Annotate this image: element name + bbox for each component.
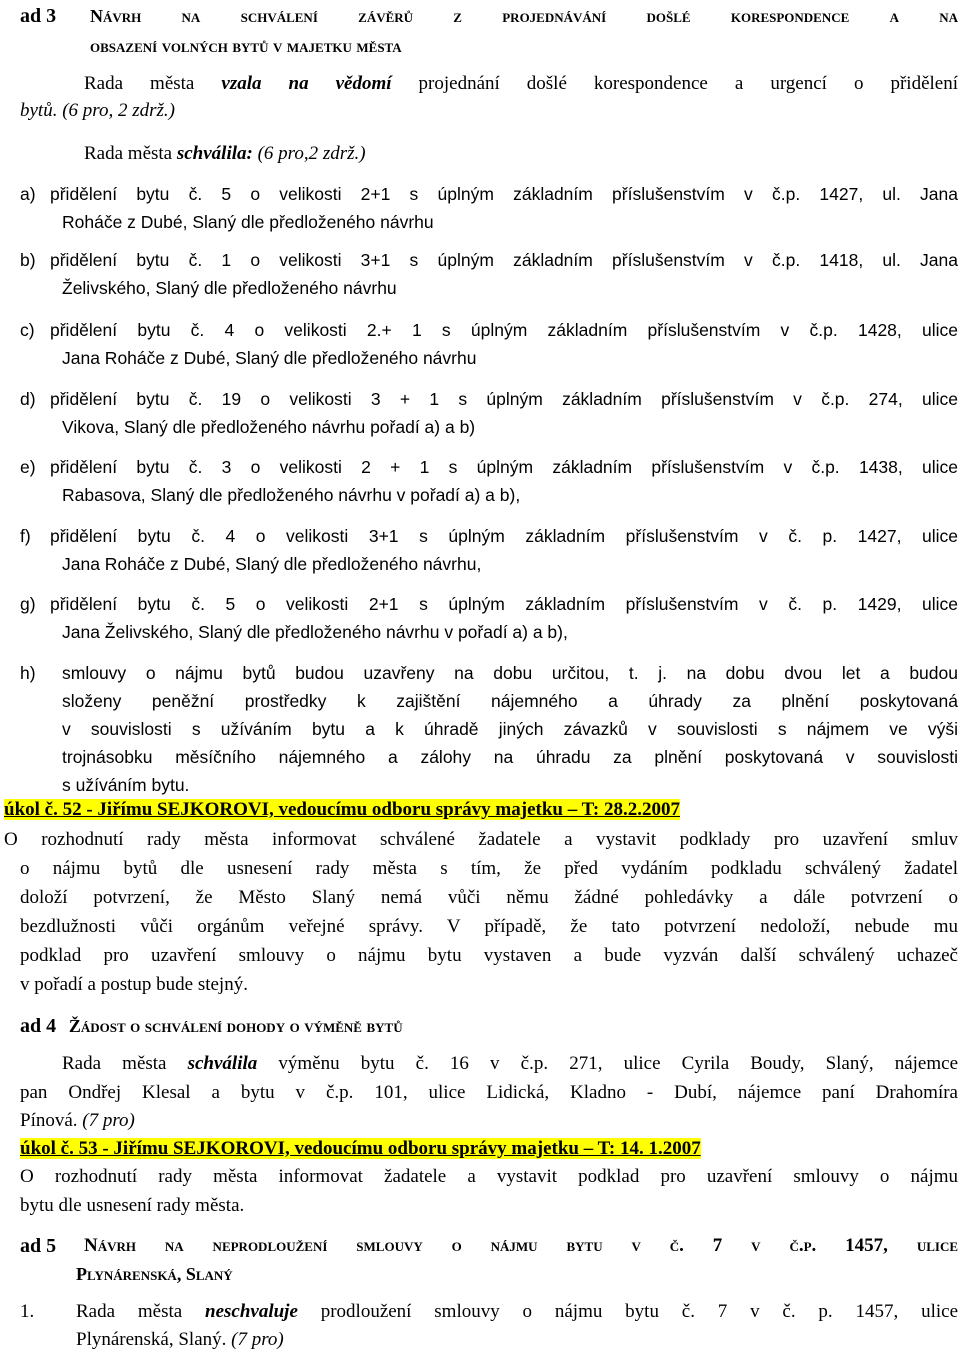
emphasis-neschvaluje: neschvaluje [205,1301,298,1322]
ad3-paragraph-1-line2: bytů. (6 pro, 2 zdrž.) [20,100,175,121]
ad3-title-line2: obsazení volných bytů v majetku města [90,36,402,56]
emphasis-vzala: vzala na vědomí [221,73,392,94]
ad4-paragraph-line2: pan Ondřej Klesal a bytu v č.p. 101, ulice Lidická, Kladno - Dubí, nájemce paní Drahomíra [20,1082,958,1103]
task-52-line4: bezdlužnosti vůči orgánům veřejné správy. V případě, že tato potvrzení nedoloží, nebude mu [20,916,958,937]
list-item-f: f) přidělení bytu č. 4 o velikosti 3+1 s úplným základním příslušenstvím v č. p. 1427, ulice Jana Roháče z Dubé, Slaný dle předloženého návrhu, [20,526,958,574]
ad4-paragraph-line1: Rada města schválila výměnu bytu č. 16 v č.p. 271, ulice Cyrila Boudy, Slaný, nájemce [62,1053,959,1074]
task-52-line2: o nájmu bytů dle usnesení rady města s tím, že před vydáním podkladu schválený žadatel [20,858,958,879]
list-item-e: e) přidělení bytu č. 3 o velikosti 2 + 1 s úplným základním příslušenstvím v č.p. 1438, ulice Rabasova, Slaný dle předloženého návrhu v pořadí a) a b), [20,457,958,505]
emphasis-schvalila-ad4: schválila [187,1053,258,1074]
ad5-item-1: 1. Rada města neschvaluje prodloužení smlouvy o nájmu bytu č. 7 v č. p. 1457, ulice Plynárenská, Slaný. (7 pro) [20,1301,958,1350]
task-53-heading: úkol č. 53 - Jiřímu SEJKOROVI, vedoucímu odboru správy majetku – T: 14. 1.2007 [20,1138,701,1159]
task-53-line2: bytu dle usnesení rady města. [20,1195,245,1216]
ad3-title-line1: Návrh na schválení závěrů z projednávání došlé korespondence a na [90,6,958,26]
list-item-a: a) přidělení bytu č. 5 o velikosti 2+1 s úplným základním příslušenstvím v č.p. 1427, ul. Jana Roháče z Dubé, Slaný dle předloženého návrhu [20,184,958,232]
ad4-heading [20,1012,403,1041]
ad5-title-line2: Plynárenská, Slaný [76,1264,233,1284]
ad4-title: Žádost o schválení dohody o výměně bytů [68,1016,403,1036]
emphasis-schvalila: schválila: [176,143,253,164]
list-item-g: g) přidělení bytu č. 5 o velikosti 2+1 s úplným základním příslušenstvím v č. p. 1429, ulice Jana Želivského, Slaný dle předloženého návrhu v pořadí a) a b), [20,594,958,642]
task-52-line6: v pořadí a postup bude stejný. [20,974,248,995]
ad4-paragraph-line3: Pínová. (7 pro) [20,1110,135,1131]
ad4-number: ad 4 [20,1015,57,1037]
task-53-line1: O rozhodnutí rady města informovat žadatele a vystavit podklad pro uzavření smlouvy o nájmu [20,1166,958,1187]
task-52-line3: doloží potvrzení, že Město Slaný nemá vůči němu žádné pohledávky a dále potvrzení o [20,887,958,908]
task-52-line5: podklad pro uzavření smlouvy o nájmu bytu vystaven a bude vyzván další schválený uchazeč [20,945,958,966]
list-item-d: d) přidělení bytu č. 19 o velikosti 3 + 1 s úplným základním příslušenstvím v č.p. 274, ulice Vikova, Slaný dle předloženého návrhu pořadí a) a b) [20,389,958,437]
ad3-paragraph-1-line1: Rada města vzala na vědomí projednání došlé korespondence a urgencí o přidělení [84,73,958,94]
ad5-title-line1: Návrh na neprodloužení smlouvy o nájmu bytu v č. 7 v č.p. 1457, ulice [84,1235,958,1256]
list-item-c: c) přidělení bytu č. 4 o velikosti 2.+ 1 s úplným základním příslušenstvím v č.p. 1428, ulice Jana Roháče z Dubé, Slaný dle předloženého návrhu [20,320,958,368]
list-item-h: h) smlouvy o nájmu bytů budou uzavřeny na dobu určitou, t. j. na dobu dvou let a budou složeny peněžní prostředky k zajištění nájemného a úhrady za plnění poskytovaná v souvislosti s užíváním bytu a k úhradě jiných závazků v souvislosti s nájmem ve výši trojnásobku měsíčního nájemného a zálohy na úhradu za plnění poskytovaná v souvislosti s užíváním bytu. [20,663,958,795]
ad3-number: ad 3 [20,5,57,27]
ad3-paragraph-2: Rada města schválila: (6 pro,2 zdrž.) [84,143,366,164]
list-item-b: b) přidělení bytu č. 1 o velikosti 3+1 s úplným základním příslušenstvím v č.p. 1418, ul. Jana Želivského, Slaný dle předloženého návrhu [20,250,958,298]
ad5-number: ad 5 [20,1235,57,1257]
ad5-heading [20,1232,958,1261]
ad3-heading [20,2,958,31]
task-52-heading: úkol č. 52 - Jiřímu SEJKOROVI, vedoucímu odboru správy majetku – T: 28.2.2007 [4,799,680,820]
task-52-line1: O rozhodnutí rady města informovat schválené žadatele a vystavit podklady pro uzavření smluv [4,829,958,850]
